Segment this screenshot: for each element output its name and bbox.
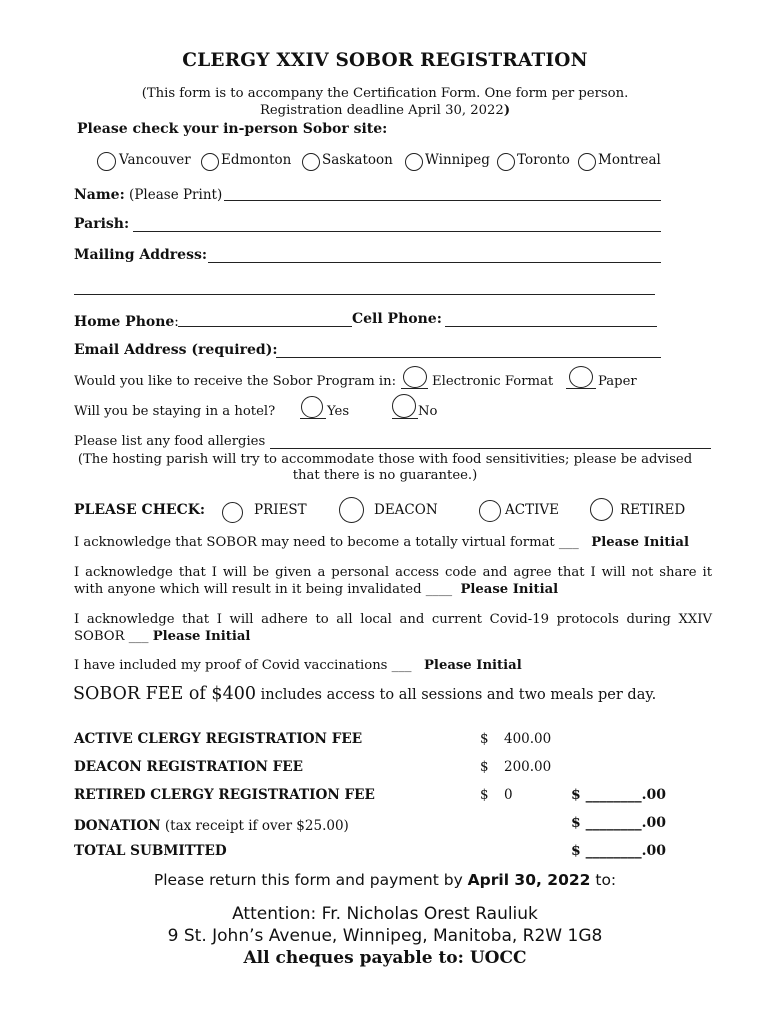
role-retired-radio[interactable] bbox=[590, 498, 613, 521]
fee-retired-entry[interactable]: $ ________.00 bbox=[571, 787, 666, 803]
home-phone-colon: : bbox=[174, 314, 179, 330]
parish-field[interactable] bbox=[133, 231, 661, 232]
fee-statement-details: includes access to all sessions and two meals per day. bbox=[255, 687, 657, 703]
fee-active-amount: 400.00 bbox=[504, 731, 552, 747]
email-label: Email Address (required): bbox=[74, 342, 278, 358]
fee-deacon-amount: 200.00 bbox=[504, 759, 552, 775]
mailing-address-field[interactable] bbox=[208, 262, 661, 263]
subtitle-line-1: (This form is to accompany the Certification Form. One form per person. bbox=[141, 86, 629, 101]
ack-vaccination bbox=[74, 658, 522, 673]
name-label: Name: bbox=[74, 187, 125, 203]
site-toronto-radio[interactable] bbox=[497, 153, 515, 171]
cheques-payable: All cheques payable to: UOCC bbox=[243, 948, 527, 968]
cell-phone-label: Cell Phone: bbox=[352, 311, 442, 327]
total-entry[interactable]: $ ________.00 bbox=[571, 843, 666, 859]
home-phone-field[interactable] bbox=[178, 326, 352, 327]
allergies-note-line-1: (The hosting parish will try to accommodate those with food sensitivities; please be advised bbox=[77, 452, 693, 467]
fee-deacon-currency: $ bbox=[480, 759, 489, 775]
allergies-note-line-2: that there is no guarantee.) bbox=[292, 468, 478, 483]
subtitle-line-2 bbox=[0, 103, 770, 118]
hotel-no-radio[interactable] bbox=[392, 394, 416, 418]
fee-retired-amount: 0 bbox=[504, 787, 513, 803]
ack-access-code bbox=[74, 564, 712, 598]
ack-virtual bbox=[74, 535, 689, 550]
site-edmonton-label: Edmonton bbox=[221, 152, 292, 168]
role-priest-radio[interactable] bbox=[222, 502, 243, 523]
ack-vaccination-text: I have included my proof of Covid vaccinations ___ bbox=[74, 658, 412, 673]
mailing-address-label: Mailing Address: bbox=[74, 247, 208, 263]
site-edmonton-radio[interactable] bbox=[201, 153, 219, 171]
site-montreal-radio[interactable] bbox=[578, 153, 596, 171]
program-paper-underline bbox=[566, 388, 596, 389]
mailing-address-field-line-2[interactable] bbox=[74, 294, 655, 295]
fee-retired-label: RETIRED CLERGY REGISTRATION FEE bbox=[74, 787, 375, 803]
program-paper-label: Paper bbox=[598, 374, 637, 389]
ack-covid bbox=[74, 611, 712, 645]
site-vancouver-radio[interactable] bbox=[97, 152, 116, 171]
parish-label: Parish: bbox=[74, 216, 130, 232]
return-date: April 30, 2022 bbox=[467, 871, 591, 889]
name-hint: (Please Print) bbox=[124, 187, 223, 203]
street-address: 9 St. John’s Avenue, Winnipeg, Manitoba, R2W 1G8 bbox=[167, 926, 603, 946]
fee-active-label: ACTIVE CLERGY REGISTRATION FEE bbox=[74, 731, 363, 747]
return-suffix: to: bbox=[590, 871, 617, 889]
site-winnipeg-radio[interactable] bbox=[405, 153, 423, 171]
total-label: TOTAL SUBMITTED bbox=[74, 843, 227, 859]
site-saskatoon-radio[interactable] bbox=[302, 153, 320, 171]
hotel-yes-radio[interactable] bbox=[301, 396, 323, 418]
site-saskatoon-label: Saskatoon bbox=[322, 152, 393, 168]
fee-active-currency: $ bbox=[480, 731, 489, 747]
program-paper-radio[interactable] bbox=[569, 366, 593, 388]
attention-line: Attention: Fr. Nicholas Orest Rauliuk bbox=[232, 904, 538, 924]
home-phone-label-group bbox=[74, 311, 179, 330]
name-label-group bbox=[74, 184, 222, 203]
fee-retired-currency: $ bbox=[480, 787, 489, 803]
page-title: CLERGY XXIV SOBOR REGISTRATION bbox=[182, 50, 588, 71]
fee-statement-amount: SOBOR FEE of $400 bbox=[73, 684, 256, 704]
donation-label: DONATION bbox=[74, 818, 161, 834]
donation-note: (tax receipt if over $25.00) bbox=[160, 818, 349, 834]
donation-entry[interactable]: $ ________.00 bbox=[571, 815, 666, 831]
ack-access-code-text: I acknowledge that I will be given a personal access code and agree that I will not share it with anyone which will result in it being invalidated ____ bbox=[74, 565, 712, 597]
donation-row bbox=[74, 815, 349, 834]
hotel-no-label: No bbox=[418, 404, 438, 419]
role-retired-label: RETIRED bbox=[620, 502, 686, 518]
fee-deacon-label: DEACON REGISTRATION FEE bbox=[74, 759, 304, 775]
site-vancouver-label: Vancouver bbox=[119, 152, 191, 168]
registration-deadline: Registration deadline April 30, 2022 bbox=[259, 103, 504, 118]
role-priest-label: PRIEST bbox=[254, 502, 307, 518]
allergies-prompt: Please list any food allergies bbox=[74, 434, 266, 449]
subtitle-close-paren: ) bbox=[503, 103, 511, 118]
program-electronic-underline bbox=[401, 388, 428, 389]
ack-access-code-initial[interactable]: Please Initial bbox=[460, 582, 559, 597]
hotel-question: Will you be staying in a hotel? bbox=[74, 404, 276, 419]
home-phone-label: Home Phone bbox=[74, 314, 175, 330]
role-active-label: ACTIVE bbox=[505, 502, 560, 518]
name-field[interactable] bbox=[224, 200, 661, 201]
role-deacon-label: DEACON bbox=[374, 502, 438, 518]
fee-statement bbox=[73, 684, 656, 704]
ack-covid-initial[interactable]: Please Initial bbox=[152, 629, 251, 644]
ack-covid-text: I acknowledge that I will adhere to all local and current Covid-19 protocols during XXIV SOBOR ___ bbox=[74, 612, 712, 644]
site-toronto-label: Toronto bbox=[517, 152, 570, 168]
ack-virtual-initial[interactable]: Please Initial bbox=[591, 535, 689, 550]
site-montreal-label: Montreal bbox=[598, 152, 661, 168]
allergies-field[interactable] bbox=[270, 448, 711, 449]
role-label: PLEASE CHECK: bbox=[74, 502, 206, 518]
hotel-yes-label: Yes bbox=[327, 404, 350, 419]
site-winnipeg-label: Winnipeg bbox=[425, 152, 490, 168]
program-electronic-radio[interactable] bbox=[403, 366, 427, 388]
return-prefix: Please return this form and payment by bbox=[153, 871, 468, 889]
return-instructions bbox=[0, 871, 770, 889]
site-prompt: Please check your in-person Sobor site: bbox=[77, 121, 388, 137]
email-field[interactable] bbox=[276, 357, 661, 358]
ack-virtual-text: I acknowledge that SOBOR may need to become a totally virtual format ___ bbox=[74, 535, 579, 550]
ack-vaccination-initial[interactable]: Please Initial bbox=[424, 658, 522, 673]
role-active-radio[interactable] bbox=[479, 500, 501, 522]
role-deacon-radio[interactable] bbox=[339, 497, 364, 523]
program-electronic-label: Electronic Format bbox=[432, 374, 554, 389]
hotel-no-underline bbox=[392, 418, 418, 419]
cell-phone-field[interactable] bbox=[445, 326, 657, 327]
hotel-yes-underline bbox=[300, 418, 326, 419]
program-question: Would you like to receive the Sobor Program in: bbox=[74, 374, 397, 389]
